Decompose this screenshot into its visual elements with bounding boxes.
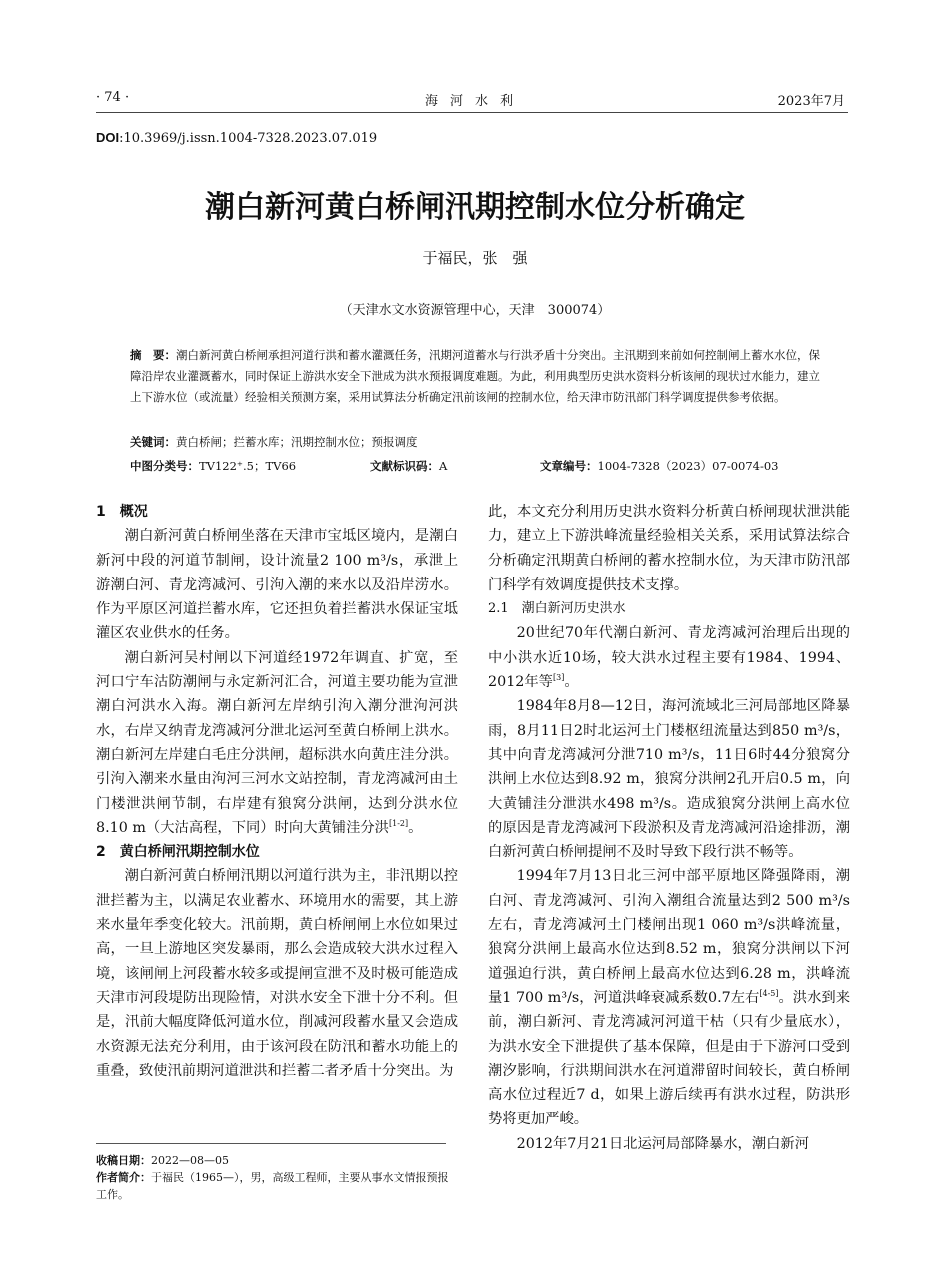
page-number: · 74 · [96, 90, 130, 105]
classification-label: 中图分类号： [130, 459, 199, 473]
paragraph: 1984年8月8—12日，海河流域北三河局部地区降暴雨，8月11日2时北运河土门楼枢纽流量达到850 m³/s，其中向青龙湾减河分泄710 m³/s，11日6时44分狼窝分洪闸上水位达到8.92 m，狼窝分洪闸2孔开启0.5 m，向大黄铺洼分泄洪水498 m³/s。造成狼窝分洪闸上高水位的原因是青龙湾减河下段淤积及青龙湾减河沿途排沥，潮白新河黄白桥闸提闸不及时导致下段行洪不畅等。 [488, 698, 850, 861]
footnote [96, 1152, 458, 1203]
abstract [130, 345, 830, 408]
paragraph [96, 646, 458, 840]
keywords-label: 关键词： [130, 435, 176, 449]
paragraph-text: 潮白新河吴村闸以下河道经1972年调直、扩宽，至河口宁车沽防潮闸与永定新河汇合，河道主要功能为宣泄潮白河洪水入海。潮白新河左岸纳引泃入潮分泄泃河洪水，右岸又纳青龙湾减河分泄北运河至黄白桥闸上洪水。潮白新河左岸建白毛庄分洪闸，超标洪水向黄庄洼分洪。引泃入潮来水量由泃河三河水文站控制，青龙湾减河由土门楼泄洪闸节制，右岸建有狼窝分洪闸，达到分洪水位 8.10 m（大沽高程，下同）时向大黄铺洼分洪 [96, 649, 458, 836]
article-number-value: 1004-7328（2023）07-0074-03 [597, 459, 779, 473]
paragraph-end: 。 [564, 674, 579, 691]
author-bio-text: 于福民（1965—），男，高级工程师，主要从事水文情报预报工作。 [96, 1171, 449, 1201]
section-heading-1: 1 概况 [96, 504, 148, 520]
issue-date: 2023年7月 [777, 94, 845, 109]
citation: [4-5] [759, 989, 779, 999]
document-code-label: 文献标识码： [370, 459, 439, 473]
paragraph-text: 20世纪70年代潮白新河、青龙湾减河治理后出现的中小洪水近10场，较大洪水过程主要有1984、1994、2012年等 [488, 625, 850, 691]
right-column [488, 500, 850, 1156]
received-label: 收稿日期： [96, 1154, 151, 1167]
keywords-text: 黄白桥闸；拦蓄水库；汛期控制水位；预报调度 [176, 435, 418, 449]
paragraph [488, 621, 850, 694]
left-column [96, 500, 458, 1083]
paragraph: 此，本文充分利用历史洪水资料分析黄白桥闸现状泄洪能力，建立上下游洪峰流量经验相关关系，采用试算法综合分析确定汛期黄白桥闸的蓄水控制水位，为天津市防汛部门科学有效调度提供技术支撑。 [488, 504, 850, 593]
journal-name: 海河水利 [424, 94, 525, 109]
classification-value: TV122⁺.5；TV66 [199, 459, 297, 473]
author-bio-label: 作者简介： [96, 1171, 151, 1184]
doi-value: :10.3969/j.issn.1004-7328.2023.07.019 [119, 131, 378, 146]
citation: [3] [552, 673, 565, 683]
paragraph: 潮白新河黄白桥闸坐落在天津市宝坻区境内，是潮白新河中段的河道节制闸，设计流量2 100 m³/s，承泄上游潮白河、青龙湾减河、引泃入潮的来水以及沿岸涝水。作为平原区河道拦蓄水库，它还担负着拦蓄洪水保证宝坻灌区农业供水的任务。 [96, 528, 458, 642]
footnote-divider [96, 1143, 446, 1144]
paragraph-text-cont: 。洪水到来前，潮白新河、青龙湾减河河道干枯（只有少量底水），为洪水安全下泄提供了基本保障，但是由于下游河口受到潮汐影响，行洪期间洪水在河道滞留时间较长，黄白桥闸高水位过程近7 d，如果上游后续再有洪水过程，防洪形势将更加严峻。 [488, 989, 851, 1128]
author-bio [96, 1169, 458, 1203]
received-value: 2022—08—05 [151, 1154, 229, 1167]
authors: 于福民，张 强 [422, 249, 528, 267]
keywords [130, 434, 830, 450]
abstract-text: 潮白新河黄白桥闸承担河道行洪和蓄水灌溉任务，汛期河道蓄水与行洪矛盾十分突出。主汛期到来前如何控制闸上蓄水水位，保障沿岸农业灌溉蓄水，同时保证上游洪水安全下泄成为洪水预报调度难题。为此，利用典型历史洪水资料分析该闸的现状过水能力，建立上下游水位（或流量）经验相关预测方案，采用试算法分析确定汛前该闸的控制水位，给天津市防汛部门科学调度提供参考依据。 [130, 348, 820, 404]
classification [130, 458, 296, 474]
document-code-value: A [439, 459, 448, 473]
abstract-label: 摘 要： [130, 348, 176, 362]
doi [96, 130, 377, 146]
paragraph: 2012年7月21日北运河局部降暴水，潮白新河 [516, 1135, 810, 1152]
paragraph: 潮白新河黄白桥闸汛期以河道行洪为主，非汛期以控泄拦蓄为主，以满足农业蓄水、环境用水的需要，其上游来水量年季变化较大。汛前期，黄白桥闸闸上水位如果过高，一旦上游地区突发暴雨，那么会造成较大洪水过程入境，该闸闸上河段蓄水较多或提闸宣泄不及时极可能造成天津市河段堤防出现险情，对洪水安全下泄十分不利。但是，汛前大幅度降低河道水位，削减河段蓄水量又会造成水资源无法充分利用，由于该河段在防汛和蓄水功能上的重叠，致使汛前期河道泄洪和拦蓄二者矛盾十分突出。为 [96, 868, 458, 1079]
doi-label: DOI [96, 130, 120, 145]
paragraph-text: 1994年7月13日北三河中部平原地区降强降雨，潮白河、青龙湾减河、引泃入潮组合流量达到2 500 m³/s左右，青龙湾减河土门楼闸出现1 060 m³/s洪峰流量，狼窝分洪闸上最高水位达到8.52 m，狼窝分洪闸以下河道强迫行洪，黄白桥闸上最高水位达到6.28 m，洪峰流量1 700 m³/s，河道洪峰衰减系数0.7左右 [488, 868, 850, 1006]
article-title: 潮白新河黄白桥闸汛期控制水位分析确定 [205, 190, 745, 225]
paragraph [488, 864, 850, 1131]
subsection-heading: 2.1 潮白新河历史洪水 [488, 601, 626, 617]
article-number [540, 458, 779, 474]
document-code [370, 458, 447, 474]
header-divider [96, 112, 848, 113]
received-date [96, 1152, 458, 1169]
citation: [1-2] [388, 819, 409, 829]
section-heading-2: 2 黄白桥闸汛期控制水位 [96, 844, 260, 861]
article-number-label: 文章编号： [540, 459, 598, 473]
paragraph-end: 。 [408, 819, 423, 836]
affiliation: （天津水文水资源管理中心，天津 300074） [339, 303, 611, 318]
